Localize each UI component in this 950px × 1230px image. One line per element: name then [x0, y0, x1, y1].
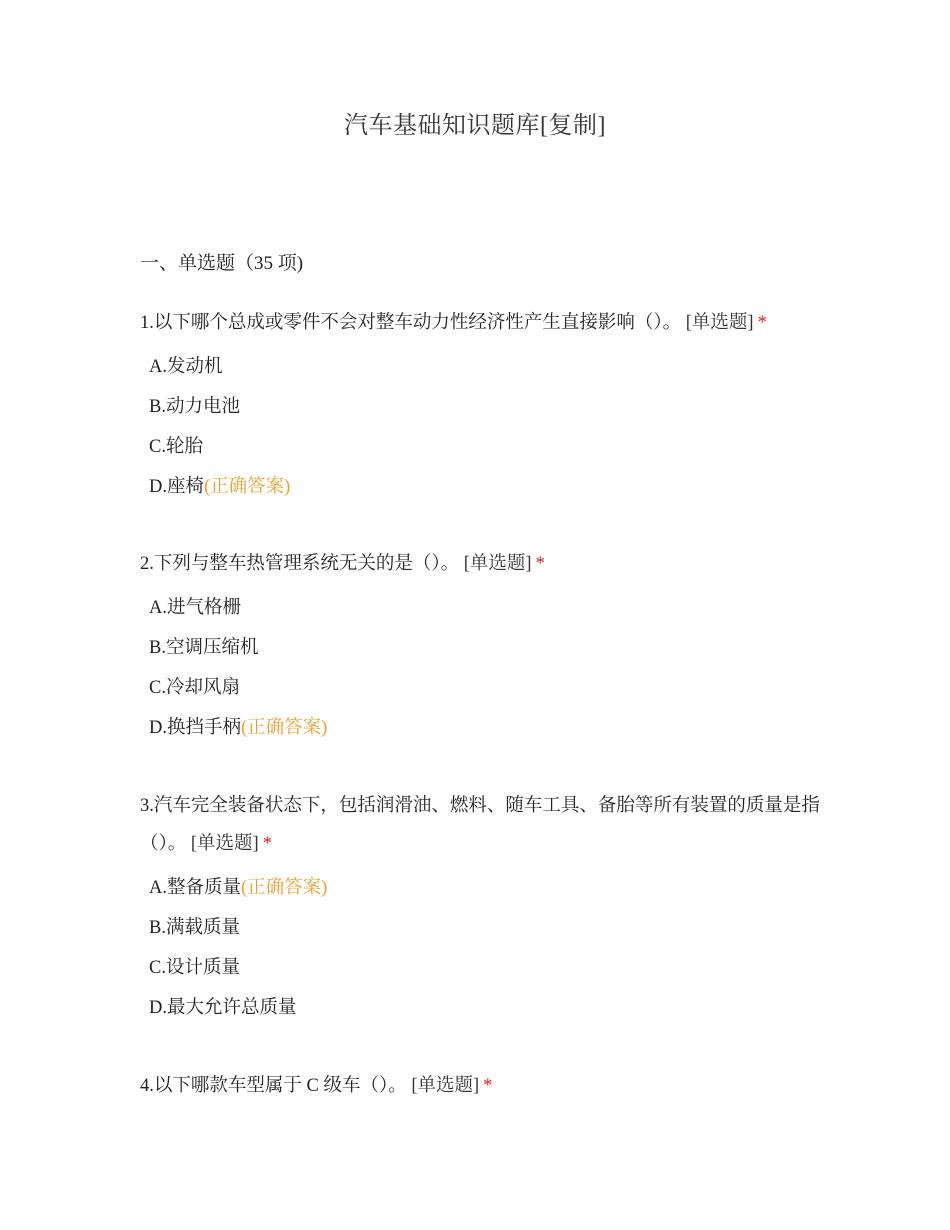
option-b[interactable]: [140, 387, 820, 427]
option-label: C.设计质量: [149, 958, 240, 978]
correct-answer-tag: (正确答案): [204, 477, 291, 497]
correct-answer-tag: (正确答案): [241, 878, 328, 898]
option-label: D.换挡手柄: [149, 718, 241, 738]
option-label: D.最大允许总质量: [149, 998, 297, 1018]
correct-answer-tag: (正确答案): [241, 718, 328, 738]
option-label: B.满载质量: [149, 918, 240, 938]
section-heading: 一、单选题（35 项): [140, 253, 304, 274]
question-stem: 4.以下哪款车型属于 C 级车（）。: [140, 1076, 407, 1096]
question-type: [单选题]: [463, 554, 532, 574]
option-a[interactable]: [140, 868, 820, 908]
option-a[interactable]: [140, 588, 820, 628]
option-c[interactable]: [140, 948, 820, 988]
question-text: [140, 1067, 820, 1105]
required-marker: *: [262, 834, 272, 854]
question-type: [单选题]: [190, 834, 259, 854]
option-a[interactable]: [140, 347, 820, 387]
question-text: [140, 304, 820, 342]
question-2: [140, 545, 820, 748]
question-stem: 3.汽车完全装备状态下，包括润滑油、燃料、随车工具、备胎等所有装置的质量是指（）。: [140, 796, 820, 854]
option-d[interactable]: [140, 467, 820, 507]
question-type: [单选题]: [411, 1076, 480, 1096]
option-label: A.进气格栅: [149, 598, 241, 618]
options-list: [140, 868, 820, 1028]
option-d[interactable]: [140, 708, 820, 748]
question-type: [单选题]: [685, 313, 754, 333]
option-label: B.空调压缩机: [149, 638, 259, 658]
option-d[interactable]: [140, 988, 820, 1028]
required-marker: *: [535, 554, 545, 574]
option-label: A.发动机: [149, 357, 223, 377]
option-b[interactable]: [140, 908, 820, 948]
question-3: [140, 787, 820, 1028]
question-stem: 2.下列与整车热管理系统无关的是（）。: [140, 554, 460, 574]
option-label: C.冷却风扇: [149, 678, 240, 698]
option-label: D.座椅: [149, 477, 204, 497]
option-label: A.整备质量: [149, 878, 241, 898]
options-list: [140, 347, 820, 507]
option-c[interactable]: [140, 427, 820, 467]
question-text: [140, 787, 820, 863]
option-b[interactable]: [140, 628, 820, 668]
option-c[interactable]: [140, 668, 820, 708]
required-marker: *: [757, 313, 767, 333]
question-stem: 1.以下哪个总成或零件不会对整车动力性经济性产生直接影响（）。: [140, 313, 682, 333]
question-text: [140, 545, 820, 583]
question-1: [140, 304, 820, 507]
question-4: [140, 1067, 820, 1105]
required-marker: *: [483, 1076, 493, 1096]
page-title: 汽车基础知识题库[复制]: [344, 113, 606, 139]
options-list: [140, 588, 820, 748]
option-label: C.轮胎: [149, 437, 203, 457]
option-label: B.动力电池: [149, 397, 240, 417]
